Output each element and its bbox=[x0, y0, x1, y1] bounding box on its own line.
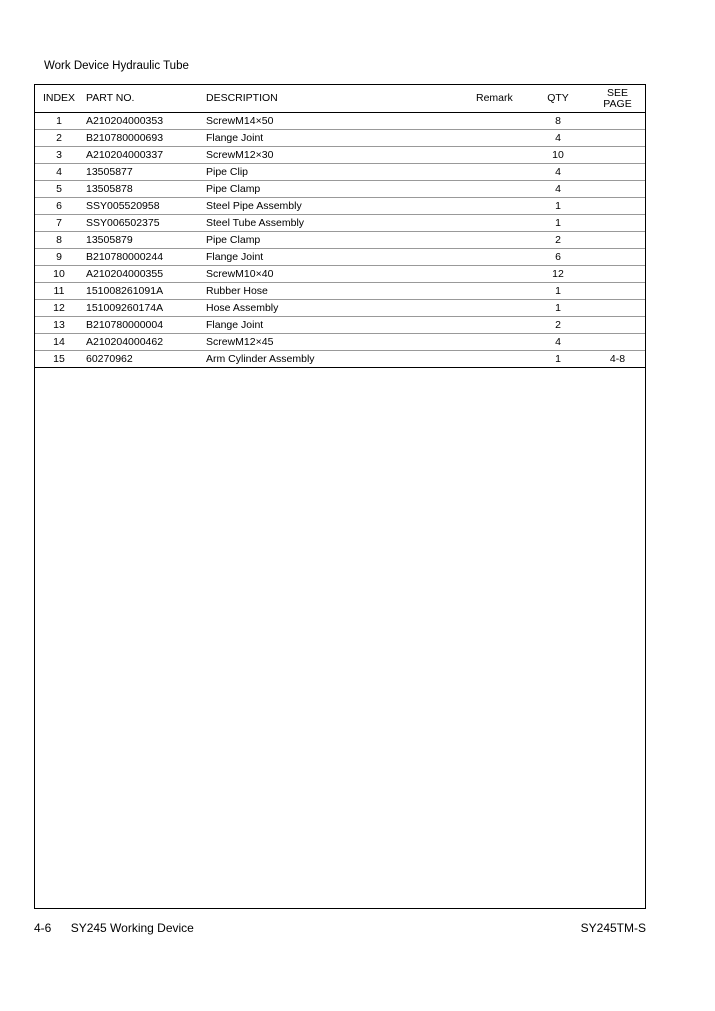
cell-see-page bbox=[590, 164, 645, 181]
cell-description: Pipe Clamp bbox=[206, 232, 476, 249]
cell-description: Rubber Hose bbox=[206, 283, 476, 300]
cell-see-page bbox=[590, 249, 645, 266]
header-description: DESCRIPTION bbox=[206, 85, 476, 113]
cell-remark bbox=[476, 215, 526, 232]
cell-remark bbox=[476, 283, 526, 300]
cell-part-no: 151008261091A bbox=[83, 283, 206, 300]
cell-part-no: A210204000355 bbox=[83, 266, 206, 283]
cell-part-no: 13505878 bbox=[83, 181, 206, 198]
cell-index: 3 bbox=[35, 147, 83, 164]
cell-index: 6 bbox=[35, 198, 83, 215]
table-row bbox=[35, 283, 645, 300]
cell-see-page bbox=[590, 130, 645, 147]
header-see-page-line1: SEE bbox=[606, 86, 628, 99]
cell-qty: 1 bbox=[526, 215, 590, 232]
cell-part-no: A210204000337 bbox=[83, 147, 206, 164]
cell-description: Steel Pipe Assembly bbox=[206, 198, 476, 215]
cell-remark bbox=[476, 130, 526, 147]
table-row bbox=[35, 300, 645, 317]
cell-part-no: A210204000353 bbox=[83, 113, 206, 130]
cell-index: 14 bbox=[35, 334, 83, 351]
cell-part-no: 60270962 bbox=[83, 351, 206, 368]
header-index: INDEX bbox=[35, 85, 83, 113]
cell-index: 10 bbox=[35, 266, 83, 283]
cell-description: Pipe Clip bbox=[206, 164, 476, 181]
cell-qty: 12 bbox=[526, 266, 590, 283]
parts-table bbox=[35, 85, 645, 368]
table-header-row bbox=[35, 85, 645, 113]
cell-qty: 8 bbox=[526, 113, 590, 130]
header-qty: QTY bbox=[526, 85, 590, 113]
cell-description: Steel Tube Assembly bbox=[206, 215, 476, 232]
table-row bbox=[35, 181, 645, 198]
cell-description: Flange Joint bbox=[206, 130, 476, 147]
cell-index: 9 bbox=[35, 249, 83, 266]
cell-part-no: B210780000693 bbox=[83, 130, 206, 147]
table-row bbox=[35, 130, 645, 147]
cell-see-page bbox=[590, 283, 645, 300]
page-title: Work Device Hydraulic Tube bbox=[44, 60, 189, 72]
cell-qty: 1 bbox=[526, 300, 590, 317]
cell-see-page bbox=[590, 300, 645, 317]
cell-part-no: B210780000004 bbox=[83, 317, 206, 334]
table-row bbox=[35, 164, 645, 181]
cell-description: Arm Cylinder Assembly bbox=[206, 351, 476, 368]
cell-qty: 1 bbox=[526, 351, 590, 368]
cell-index: 11 bbox=[35, 283, 83, 300]
cell-qty: 4 bbox=[526, 181, 590, 198]
cell-part-no: B210780000244 bbox=[83, 249, 206, 266]
cell-see-page bbox=[590, 181, 645, 198]
cell-remark bbox=[476, 266, 526, 283]
cell-part-no: SSY006502375 bbox=[83, 215, 206, 232]
cell-index: 4 bbox=[35, 164, 83, 181]
table-row bbox=[35, 215, 645, 232]
cell-see-page bbox=[590, 266, 645, 283]
footer-page-number: 4-6 bbox=[34, 921, 52, 935]
cell-description: Flange Joint bbox=[206, 249, 476, 266]
cell-remark bbox=[476, 334, 526, 351]
cell-index: 8 bbox=[35, 232, 83, 249]
cell-qty: 2 bbox=[526, 232, 590, 249]
cell-qty: 1 bbox=[526, 198, 590, 215]
cell-index: 5 bbox=[35, 181, 83, 198]
cell-description: ScrewM12×30 bbox=[206, 147, 476, 164]
header-see-page-line2: PAGE bbox=[603, 97, 632, 110]
cell-description: Pipe Clamp bbox=[206, 181, 476, 198]
cell-qty: 4 bbox=[526, 130, 590, 147]
cell-index: 7 bbox=[35, 215, 83, 232]
table-row bbox=[35, 249, 645, 266]
cell-qty: 4 bbox=[526, 334, 590, 351]
table-row bbox=[35, 147, 645, 164]
cell-description: ScrewM12×45 bbox=[206, 334, 476, 351]
cell-see-page bbox=[590, 232, 645, 249]
cell-qty: 1 bbox=[526, 283, 590, 300]
cell-remark bbox=[476, 181, 526, 198]
cell-remark bbox=[476, 113, 526, 130]
cell-part-no: 13505879 bbox=[83, 232, 206, 249]
cell-description: ScrewM10×40 bbox=[206, 266, 476, 283]
cell-qty: 4 bbox=[526, 164, 590, 181]
cell-remark bbox=[476, 351, 526, 368]
cell-remark bbox=[476, 300, 526, 317]
cell-remark bbox=[476, 232, 526, 249]
header-part-no: PART NO. bbox=[83, 85, 206, 113]
header-see-page bbox=[590, 85, 645, 113]
table-row bbox=[35, 198, 645, 215]
cell-part-no: SSY005520958 bbox=[83, 198, 206, 215]
table-body bbox=[35, 113, 645, 368]
cell-qty: 2 bbox=[526, 317, 590, 334]
cell-index: 2 bbox=[35, 130, 83, 147]
footer-section-title: SY245 Working Device bbox=[70, 921, 194, 935]
cell-qty: 10 bbox=[526, 147, 590, 164]
cell-index: 13 bbox=[35, 317, 83, 334]
parts-list-frame bbox=[34, 84, 646, 909]
cell-remark bbox=[476, 317, 526, 334]
cell-see-page bbox=[590, 198, 645, 215]
cell-see-page bbox=[590, 215, 645, 232]
cell-remark bbox=[476, 249, 526, 266]
cell-remark bbox=[476, 147, 526, 164]
footer-left bbox=[34, 921, 194, 935]
cell-index: 12 bbox=[35, 300, 83, 317]
cell-index: 1 bbox=[35, 113, 83, 130]
table-row bbox=[35, 113, 645, 130]
table-row bbox=[35, 317, 645, 334]
footer-manual-code: SY245TM-S bbox=[580, 921, 646, 935]
cell-description: ScrewM14×50 bbox=[206, 113, 476, 130]
cell-qty: 6 bbox=[526, 249, 590, 266]
table-row bbox=[35, 266, 645, 283]
cell-part-no: 151009260174A bbox=[83, 300, 206, 317]
cell-description: Flange Joint bbox=[206, 317, 476, 334]
cell-part-no: A210204000462 bbox=[83, 334, 206, 351]
table-row bbox=[35, 351, 645, 368]
cell-part-no: 13505877 bbox=[83, 164, 206, 181]
cell-see-page bbox=[590, 334, 645, 351]
table-row bbox=[35, 232, 645, 249]
cell-see-page: 4-8 bbox=[590, 351, 645, 368]
cell-remark bbox=[476, 198, 526, 215]
cell-description: Hose Assembly bbox=[206, 300, 476, 317]
cell-index: 15 bbox=[35, 351, 83, 368]
cell-see-page bbox=[590, 113, 645, 130]
cell-remark bbox=[476, 164, 526, 181]
header-remark: Remark bbox=[476, 85, 526, 113]
table-row bbox=[35, 334, 645, 351]
cell-see-page bbox=[590, 147, 645, 164]
cell-see-page bbox=[590, 317, 645, 334]
